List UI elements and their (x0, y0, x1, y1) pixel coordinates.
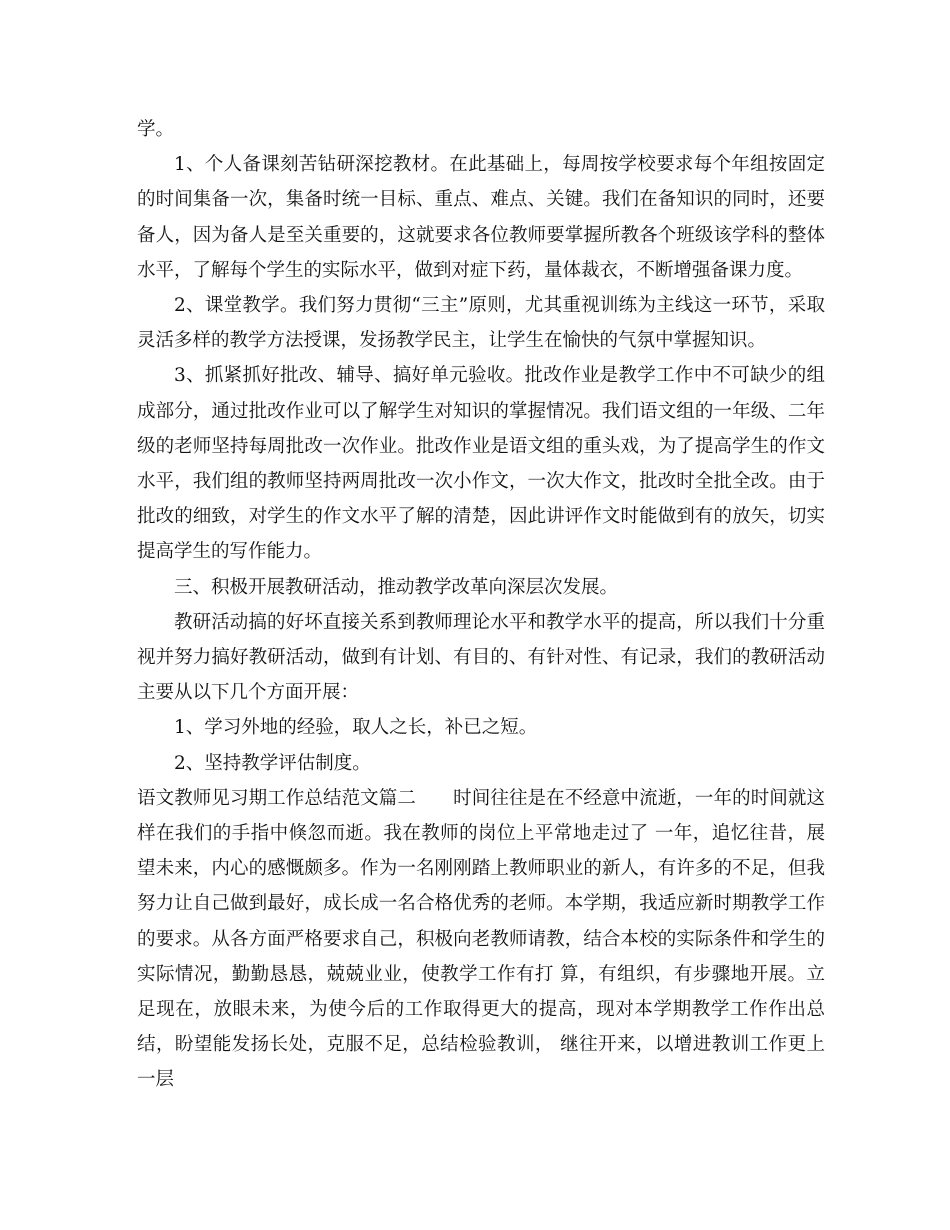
paragraph-2: 1、个人备课刻苦钻研深挖教材。在此基础上，每周按学校要求每个年组按固定的时间集备一次，集备时统一目标、重点、难点、关键。我们在备知识的同时，还要备人，因为备人是至关重要的，这就要求各位教师要掌握所教各个班级该学科的整体水平，了解每个学生的实际水平，做到对症下药，量体裁衣，不断增强备课力度。 (137, 154, 825, 281)
paragraph-3: 2、课堂教学。我们努力贯彻“三主”原则，尤其重视训练为主线这一环节，采取灵活多样的教学方法授课，发扬教学民主，让学生在愉快的气氛中掌握知识。 (137, 295, 825, 352)
paragraph-1: 学。 (137, 119, 175, 140)
paragraph-6: 教研活动搞的好坏直接关系到教师理论水平和教学水平的提高，所以我们十分重视并努力搞好教研活动，做到有计划、有目的、有针对性、有记录，我们的教研活动主要从以下几个方面开展： (137, 611, 825, 704)
section-heading-3: 三、积极开展教研活动，推动教学改革向深层次发展。 (174, 576, 619, 598)
document-body (137, 112, 825, 1098)
paragraph-8: 2、坚持教学评估制度。 (174, 752, 371, 774)
paragraph-9: 语文教师见习期工作总结范文篇二 时间往往是在不经意中流逝，一年的时间就这样在我们的手指中倏忽而逝。我在教师的岗位上平常地走过了 一年，追忆往昔，展望未来，内心的感慨颇多。作为一名刚刚踏上教师职业的新人，有许多的不足，但我努力让自己做到最好，成长成一名合格优秀的老师。本学期，我适应新时期教学工作的要求。从各方面严格要求自己，积极向老教师请教，结合本校的实际条件和学生的实际情况，勤勤恳恳，兢兢业业，使教学工作有打 算，有组织，有步骤地开展。立足现在，放眼未来，为使今后的工作取得更大的提高，现对本学期教学工作作出总结，盼望能发扬长处，克服不足，总结检验教训， 继往开来，以增进教训工作更上一层 (137, 787, 825, 1091)
paragraph-7: 1、学习外地的经验，取人之长，补已之短。 (174, 717, 538, 739)
paragraph-4: 3、抓紧抓好批改、辅导、搞好单元验收。批改作业是教学工作中不可缺少的组成部分，通过批改作业可以了解学生对知识的掌握情况。我们语文组的一年级、二年级的老师坚持每周批改一次作业。批改作业是语文组的重头戏，为了提高学生的作文水平，我们组的教师坚持两周批改一次小作文，一次大作文，批改时全批全改。由于批改的细致，对学生的作文水平了解的清楚，因此讲评作文时能做到有的放矢，切实提高学生的写作能力。 (137, 365, 825, 563)
